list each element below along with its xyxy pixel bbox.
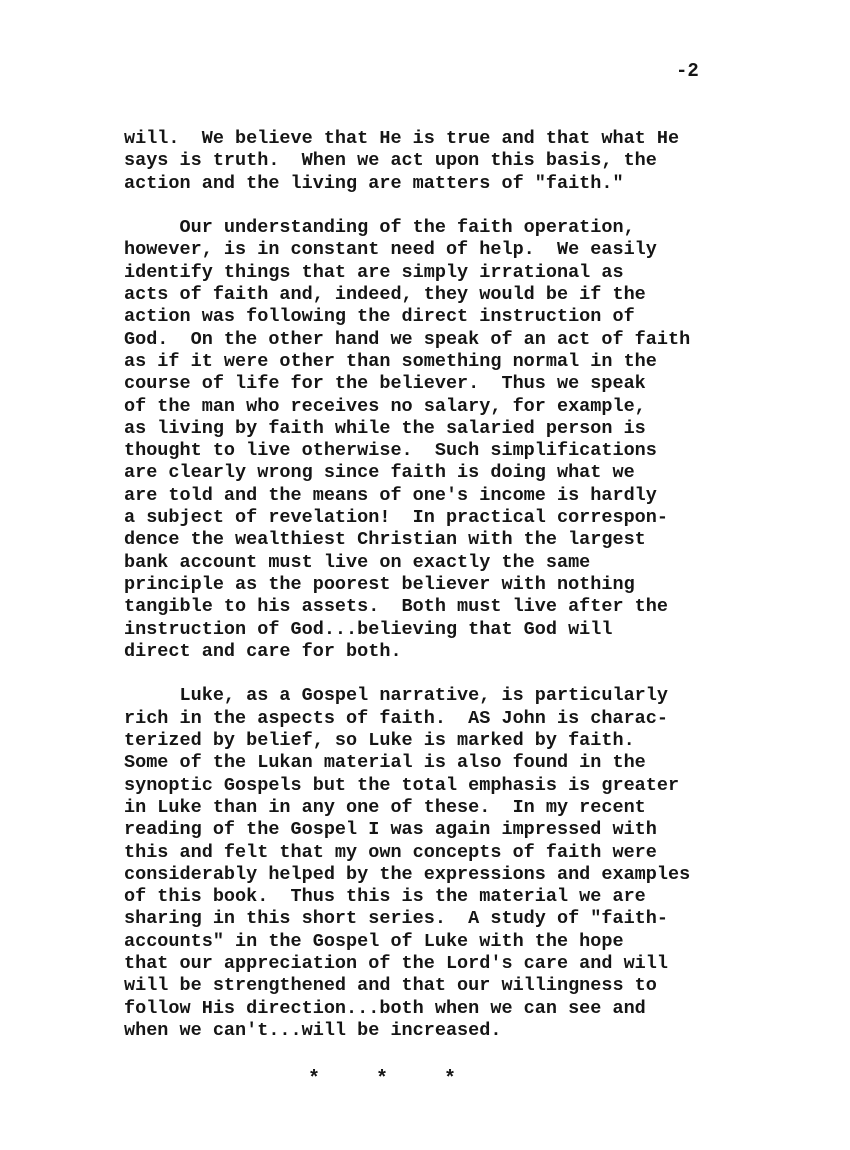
text-line: considerably helped by the expressions and examples [124,863,691,885]
separator-star: * [444,1068,457,1091]
text-line: Some of the Lukan material is also found in the [124,752,646,774]
text-line: identify things that are simply irrational as [124,261,624,283]
text-line: God. On the other hand we speak of an act of faith [124,328,691,350]
text-line: synoptic Gospels but the total emphasis is greater [124,774,680,796]
text-line: dence the wealthiest Christian with the largest [124,529,646,551]
text-line: a subject of revelation! In practical correspon- [124,507,668,529]
separator-star: * [308,1068,321,1091]
text-line: follow His direction...both when we can see and [124,997,646,1019]
paragraph-3 [124,685,824,1042]
text-line: as if it were other than something normal in the [124,350,657,372]
text-line: instruction of God...believing that God will [124,618,613,640]
text-line: reading of the Gospel I was again impressed with [124,819,657,841]
text-line: acts of faith and, indeed, they would be if the [124,284,646,306]
text-line: of this book. Thus this is the material we are [124,886,646,908]
text-line: action and the living are matters of "faith." [124,172,624,194]
text-line: however, is in constant need of help. We easily [124,239,657,261]
text-line: this and felt that my own concepts of faith were [124,841,657,863]
paragraph-1 [124,128,824,195]
paragraph-gap [124,195,824,217]
text-line: when we can't...will be increased. [124,1019,502,1041]
text-line: Luke, as a Gospel narrative, is particularly [124,685,668,707]
body-text [124,128,824,1042]
text-line: tangible to his assets. Both must live after the [124,596,668,618]
text-line: thought to live otherwise. Such simplifications [124,440,657,462]
text-line: direct and care for both. [124,640,402,662]
text-line: sharing in this short series. A study of "faith- [124,908,668,930]
paragraph-2 [124,217,824,663]
text-line: of the man who receives no salary, for example, [124,395,646,417]
text-line: Our understanding of the faith operation, [124,217,635,239]
text-line: bank account must live on exactly the same [124,551,591,573]
text-line: are told and the means of one's income is hardly [124,484,657,506]
text-line: will be strengthened and that our willingness to [124,975,657,997]
text-line: says is truth. When we act upon this basis, the [124,150,657,172]
text-line: that our appreciation of the Lord's care and will [124,952,668,974]
separator-star: * [376,1068,389,1091]
text-line: rich in the aspects of faith. AS John is charac- [124,707,668,729]
text-line: in Luke than in any one of these. In my recent [124,796,646,818]
text-line: are clearly wrong since faith is doing what we [124,462,635,484]
paragraph-gap [124,663,824,685]
text-line: course of life for the believer. Thus we speak [124,373,646,395]
page-number: -2 [676,60,699,82]
text-line: principle as the poorest believer with nothing [124,573,635,595]
text-line: as living by faith while the salaried person is [124,417,646,439]
text-line: action was following the direct instruction of [124,306,635,328]
text-line: accounts" in the Gospel of Luke with the hope [124,930,624,952]
text-line: will. We believe that He is true and that what He [124,128,680,149]
text-line: terized by belief, so Luke is marked by faith. [124,730,635,752]
